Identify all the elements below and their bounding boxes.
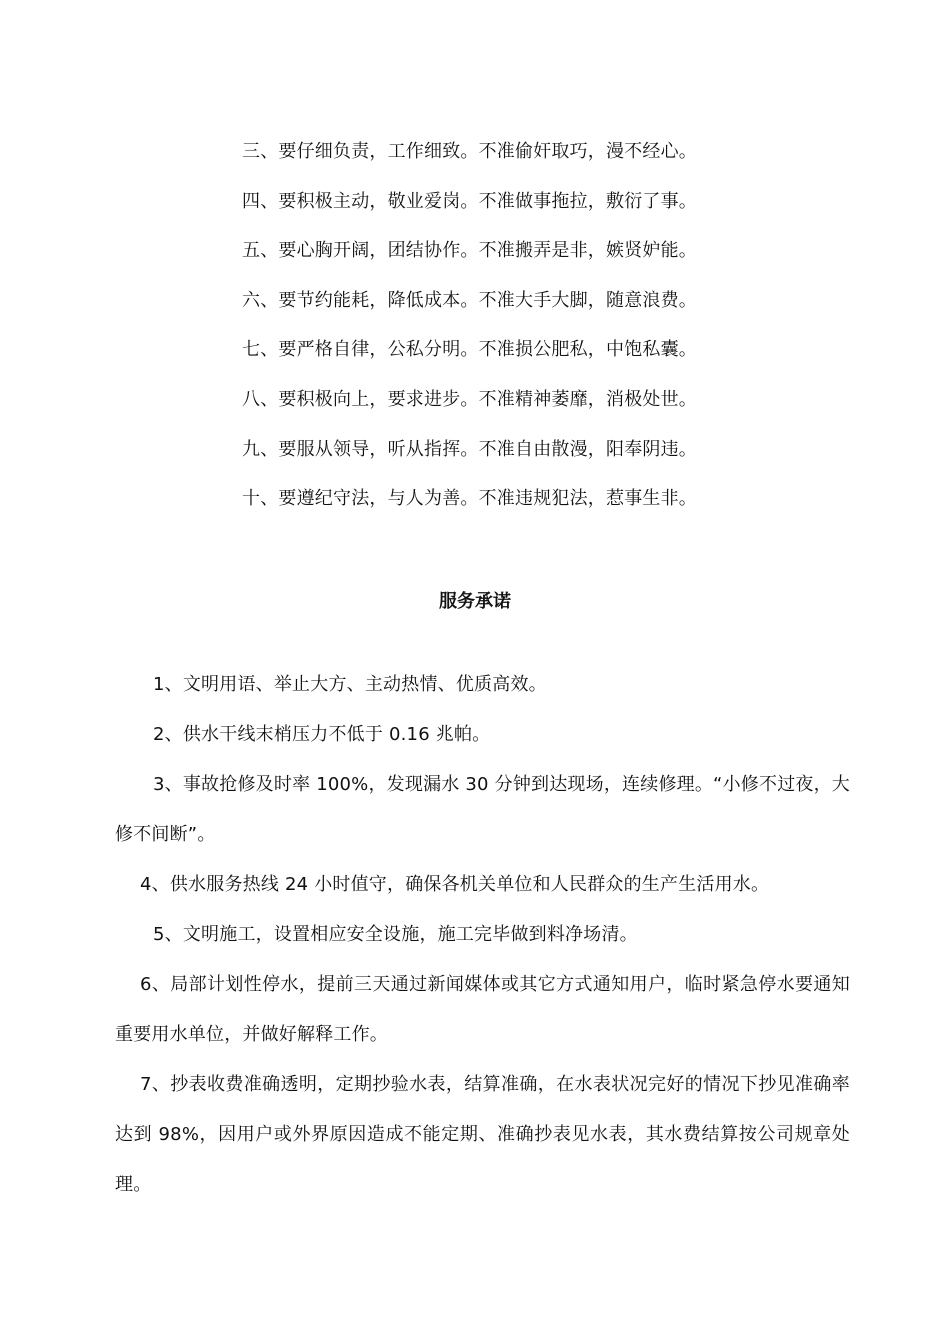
- rule-item-9: 九、要服从领导，听从指挥。不准自由散漫，阳奉阴违。: [242, 438, 697, 460]
- conduct-rules-list: [242, 138, 842, 535]
- rule-item-6: 六、要节约能耗，降低成本。不准大手大脚，随意浪费。: [242, 289, 697, 311]
- rule-item-4: 四、要积极主动，敬业爱岗。不准做事拖拉，敷衍了事。: [242, 190, 697, 212]
- rule-item-5: 五、要心胸开阔，团结协作。不准搬弄是非，嫉贤妒能。: [242, 240, 697, 262]
- service-item-4: 4、供水服务热线 24 小时值守，确保各机关单位和人民群众的生产生活用水。: [140, 874, 770, 895]
- service-item-6: 6、局部计划性停水，提前三天通过新闻媒体或其它方式通知用户，临时紧急停水要通知重要用水单位，并做好解释工作。: [115, 974, 850, 1045]
- service-item-2: 2、供水干线末梢压力不低于 0.16 兆帕。: [153, 724, 491, 745]
- service-item-3: 3、事故抢修及时率 100%，发现漏水 30 分钟到达现场，连续修理。“小修不过夜，大修不间断”。: [115, 774, 850, 845]
- rule-item-10: 十、要遵纪守法，与人为善。不准违规犯法，惹事生非。: [242, 488, 697, 510]
- rule-item-3: 三、要仔细负责，工作细致。不准偷奸取巧，漫不经心。: [242, 141, 697, 162]
- service-item-5: 5、文明施工，设置相应安全设施，施工完毕做到料净场清。: [153, 924, 638, 945]
- rule-item-7: 七、要严格自律，公私分明。不准损公肥私，中饱私囊。: [242, 339, 697, 361]
- service-item-7: 7、抄表收费准确透明，定期抄验水表，结算准确，在水表状况完好的情况下抄见准确率达到 98%，因用户或外界原因造成不能定期、准确抄表见水表，其水费结算按公司规章处理。: [115, 1074, 850, 1195]
- service-item-1: 1、文明用语、举止大方、主动热情、优质高效。: [153, 674, 547, 695]
- service-commitment-heading: 服务承诺: [439, 591, 511, 612]
- rule-item-8: 八、要积极向上，要求进步。不准精神萎靡，消极处世。: [242, 388, 697, 410]
- service-commitment-list: [115, 660, 850, 1210]
